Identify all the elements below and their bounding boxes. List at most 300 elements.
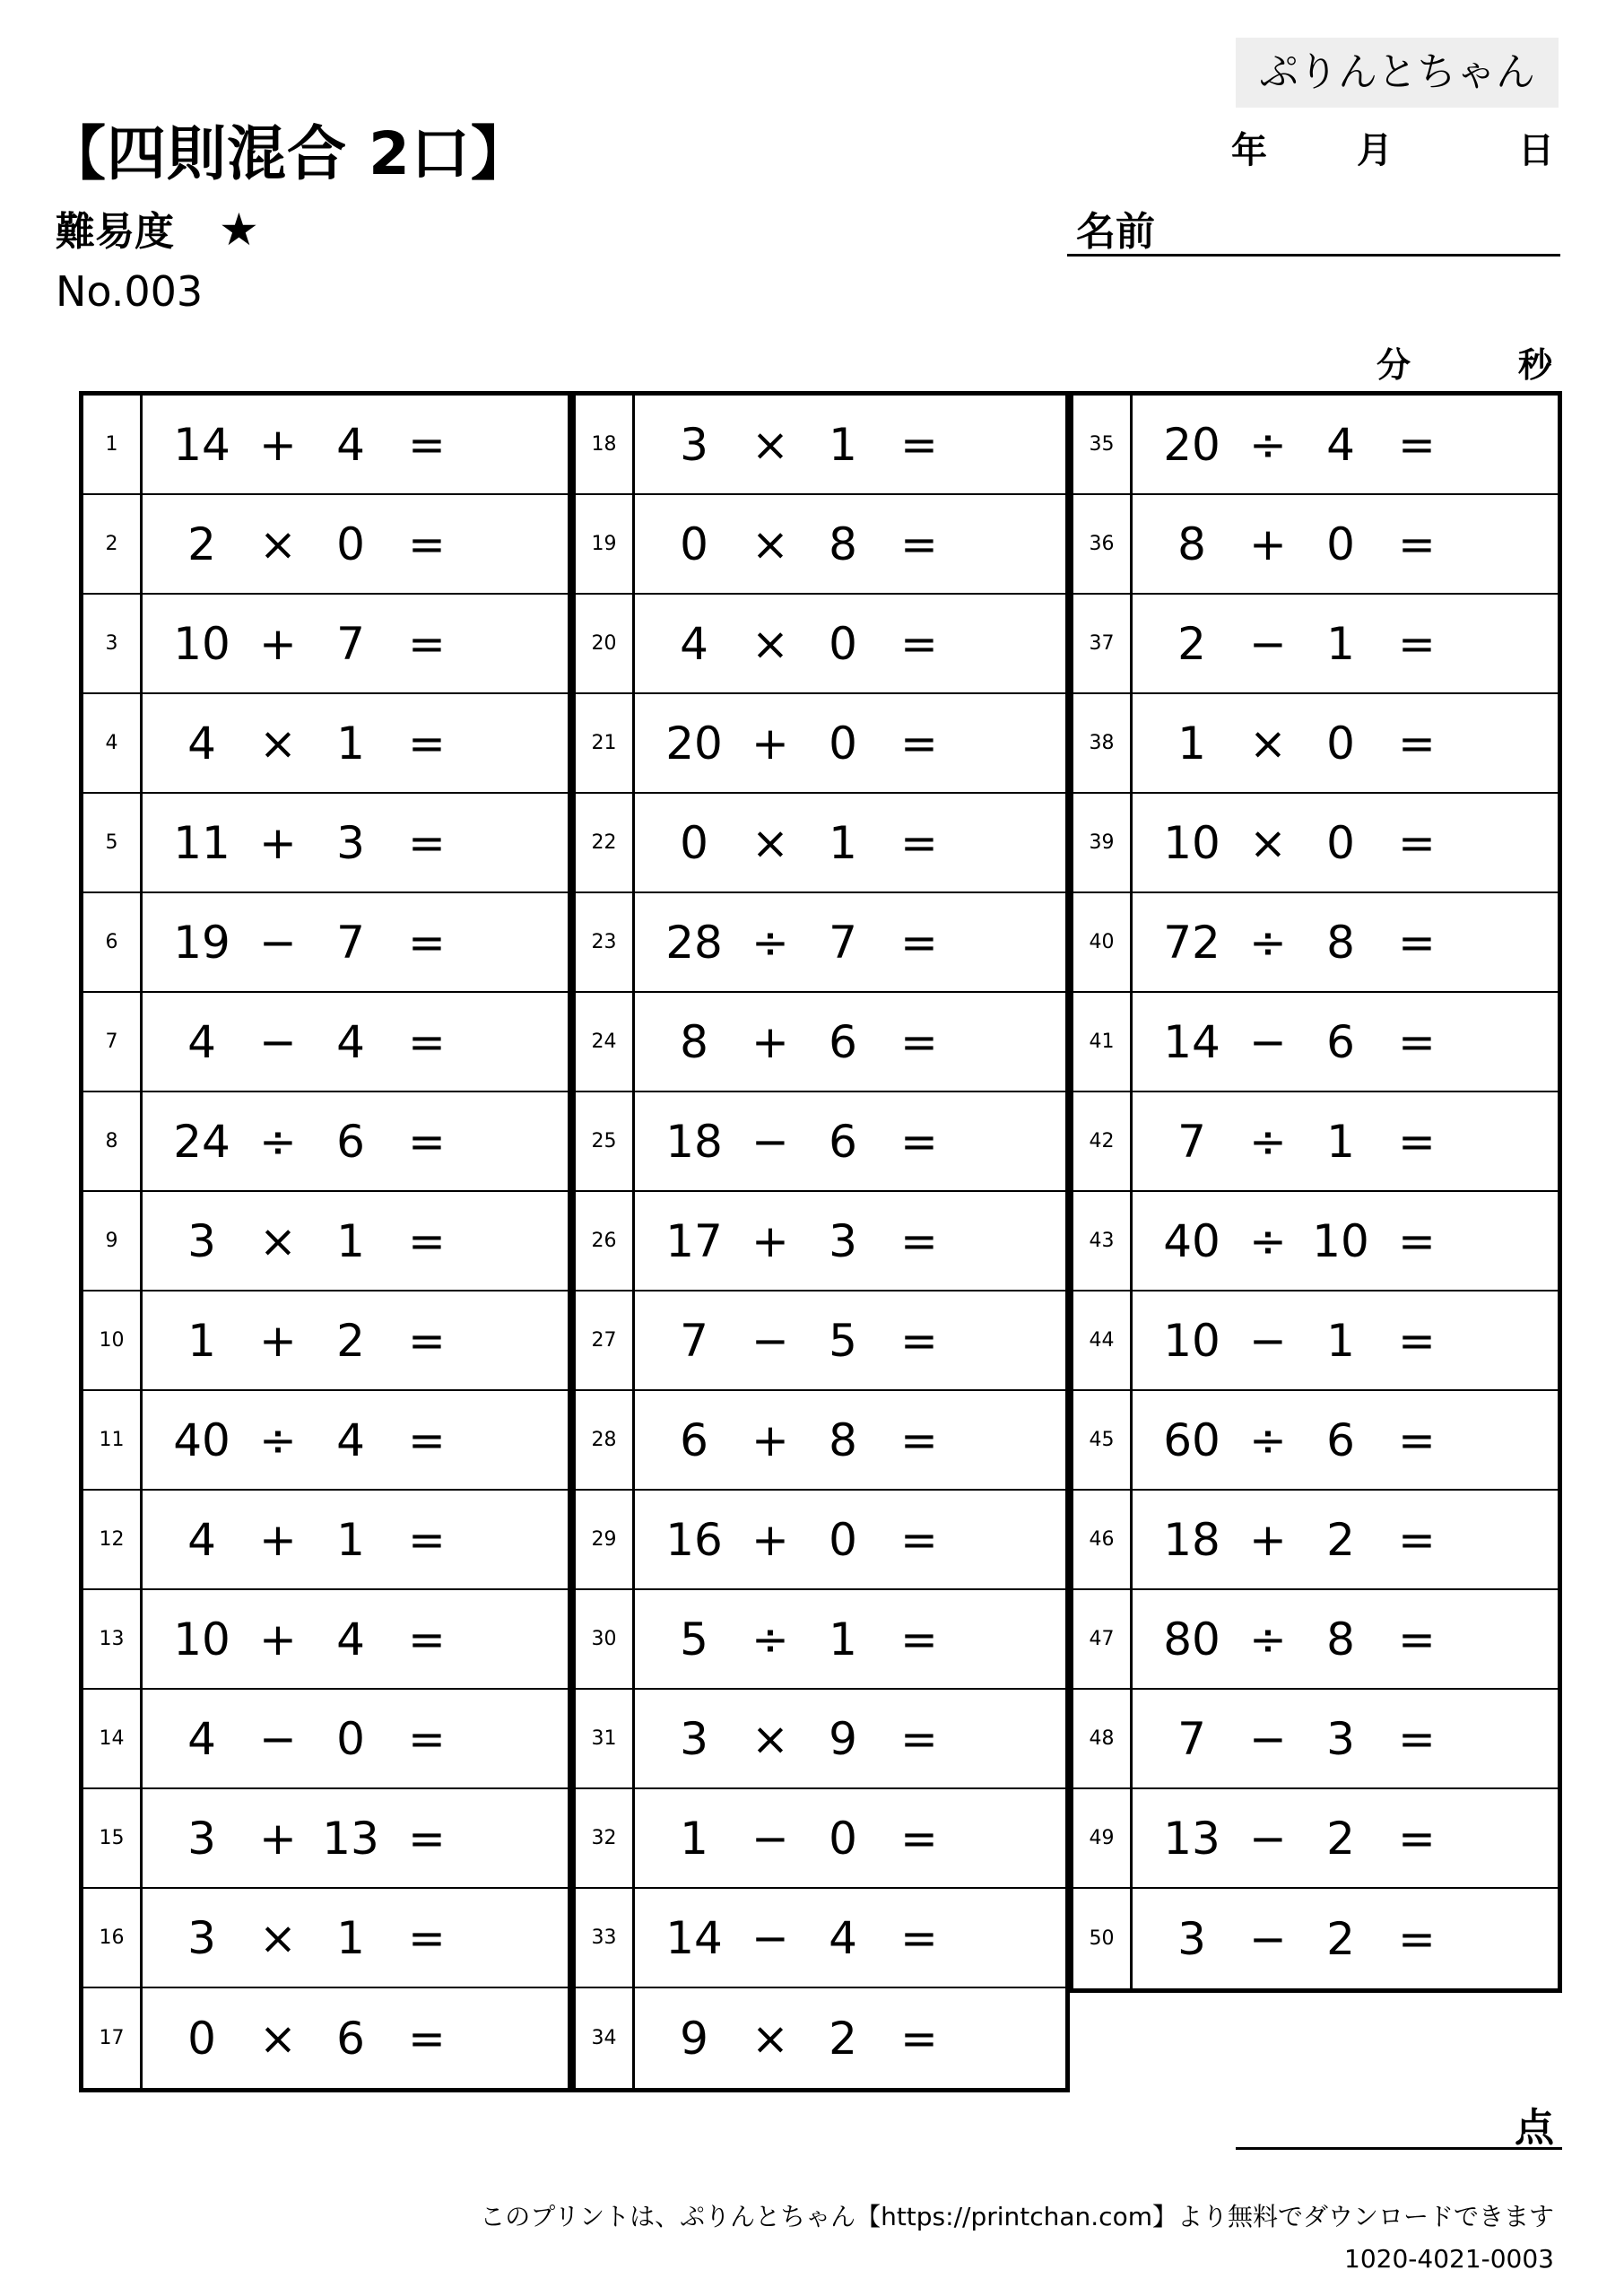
- operand-a: 6: [680, 1413, 708, 1466]
- operand-a: 18: [665, 1115, 723, 1168]
- equals-sign: =: [408, 717, 446, 770]
- problem-expression[interactable]: [1133, 595, 1558, 692]
- equals-sign: =: [1398, 1015, 1436, 1068]
- equals-sign: =: [900, 1015, 938, 1068]
- problem-row: [1073, 1590, 1558, 1690]
- problem-row: [1073, 1491, 1558, 1590]
- equals-sign: =: [900, 1513, 938, 1566]
- operator: ×: [751, 418, 789, 471]
- operand-a: 0: [680, 517, 708, 570]
- problem-row: [83, 993, 568, 1092]
- operator: −: [1249, 1812, 1287, 1865]
- problem-expression[interactable]: [143, 893, 568, 991]
- operator: +: [751, 717, 789, 770]
- problem-expression[interactable]: [143, 1292, 568, 1389]
- problem-expression[interactable]: [143, 1690, 568, 1787]
- operand-b: 6: [829, 1115, 857, 1168]
- brand-label: ぷりんとちゃん: [1236, 38, 1559, 108]
- equals-sign: =: [900, 816, 938, 869]
- problem-row: [1073, 794, 1558, 893]
- equals-sign: =: [900, 2012, 938, 2065]
- operand-a: 28: [665, 916, 723, 969]
- operand-b: 6: [829, 1015, 857, 1068]
- problem-expression[interactable]: [143, 495, 568, 593]
- equals-sign: =: [408, 1413, 446, 1466]
- problem-number: 22: [576, 794, 635, 891]
- problem-row: [83, 1590, 568, 1690]
- operand-b: 1: [829, 1613, 857, 1665]
- operand-b: 8: [829, 1413, 857, 1466]
- problem-row: [83, 1789, 568, 1889]
- problem-expression[interactable]: [143, 1192, 568, 1290]
- problem-number: 4: [83, 694, 143, 792]
- problem-expression[interactable]: [1133, 495, 1558, 593]
- operand-a: 8: [1177, 517, 1206, 570]
- problem-expression[interactable]: [635, 1988, 1065, 2088]
- operand-b: 1: [336, 717, 365, 770]
- operator: ×: [751, 2012, 789, 2065]
- operand-b: 3: [1326, 1712, 1355, 1765]
- problem-expression[interactable]: [1133, 396, 1558, 493]
- problem-expression[interactable]: [1133, 993, 1558, 1091]
- problem-row: [1073, 1391, 1558, 1491]
- operand-b: 7: [829, 916, 857, 969]
- problem-row: [576, 1690, 1065, 1789]
- problem-expression[interactable]: [635, 1391, 1065, 1489]
- problem-number: 11: [83, 1391, 143, 1489]
- problem-expression[interactable]: [635, 893, 1065, 991]
- operator: −: [751, 1911, 789, 1964]
- problem-expression[interactable]: [143, 1789, 568, 1887]
- operator: +: [259, 418, 297, 471]
- operator: −: [1249, 1912, 1287, 1965]
- equals-sign: =: [900, 1214, 938, 1267]
- problem-expression[interactable]: [1133, 893, 1558, 991]
- problem-expression[interactable]: [143, 1491, 568, 1588]
- equals-sign: =: [1398, 1115, 1436, 1168]
- problem-row: [576, 1988, 1065, 2088]
- problem-number: 1: [83, 396, 143, 493]
- operand-a: 1: [680, 1812, 708, 1865]
- problem-row: [83, 1690, 568, 1789]
- equals-sign: =: [1398, 617, 1436, 670]
- problem-row: [576, 396, 1065, 495]
- equals-sign: =: [900, 1314, 938, 1367]
- operand-b: 8: [1326, 1613, 1355, 1665]
- problem-expression[interactable]: [635, 1690, 1065, 1787]
- problem-row: [576, 1292, 1065, 1391]
- operator: +: [751, 1513, 789, 1566]
- equals-sign: =: [900, 717, 938, 770]
- date-year-label: 年: [1231, 130, 1267, 171]
- operand-b: 1: [1326, 1115, 1355, 1168]
- problem-expression[interactable]: [1133, 1292, 1558, 1389]
- problem-number: 28: [576, 1391, 635, 1489]
- operand-a: 72: [1163, 916, 1220, 969]
- operand-a: 7: [1177, 1712, 1206, 1765]
- problem-expression[interactable]: [143, 1889, 568, 1987]
- problem-number: 41: [1073, 993, 1133, 1091]
- equals-sign: =: [408, 617, 446, 670]
- problem-number: 19: [576, 495, 635, 593]
- operand-a: 14: [665, 1911, 723, 1964]
- operand-b: 2: [829, 2012, 857, 2065]
- name-label: 名前: [1076, 209, 1155, 255]
- problem-number: 26: [576, 1192, 635, 1290]
- problem-number: 25: [576, 1092, 635, 1190]
- problem-row: [576, 694, 1065, 794]
- problem-row: [83, 1292, 568, 1391]
- problem-row: [576, 993, 1065, 1092]
- operator: +: [751, 1214, 789, 1267]
- date-month-label: 月: [1357, 130, 1393, 171]
- operand-b: 2: [1326, 1912, 1355, 1965]
- operator: +: [259, 1513, 297, 1566]
- operand-b: 8: [1326, 916, 1355, 969]
- problem-number: 9: [83, 1192, 143, 1290]
- problem-number: 31: [576, 1690, 635, 1787]
- operand-a: 40: [1163, 1214, 1220, 1267]
- problem-expression[interactable]: [143, 1988, 568, 2088]
- problem-row: [83, 1192, 568, 1292]
- operator: ×: [751, 617, 789, 670]
- problem-number: 14: [83, 1690, 143, 1787]
- problem-expression[interactable]: [1133, 1092, 1558, 1190]
- score-field-line[interactable]: [1236, 2147, 1562, 2150]
- problem-number: 33: [576, 1889, 635, 1987]
- problem-expression[interactable]: [143, 694, 568, 792]
- problem-row: [576, 1491, 1065, 1590]
- problem-expression[interactable]: [635, 794, 1065, 891]
- problem-column-2: [571, 391, 1070, 2092]
- problem-number: 37: [1073, 595, 1133, 692]
- problem-row: [1073, 396, 1558, 495]
- problem-number: 16: [83, 1889, 143, 1987]
- operand-b: 4: [336, 1413, 365, 1466]
- operator: −: [751, 1314, 789, 1367]
- problem-expression[interactable]: [635, 694, 1065, 792]
- operator: −: [1249, 617, 1287, 670]
- operand-b: 4: [336, 1613, 365, 1665]
- operand-a: 3: [187, 1812, 216, 1865]
- equals-sign: =: [408, 1911, 446, 1964]
- problem-number: 29: [576, 1491, 635, 1588]
- operand-b: 9: [829, 1712, 857, 1765]
- operator: −: [1249, 1015, 1287, 1068]
- operator: ÷: [751, 916, 789, 969]
- operand-a: 4: [187, 1513, 216, 1566]
- date-field: [1186, 122, 1554, 173]
- operator: +: [259, 816, 297, 869]
- operator: −: [259, 1712, 297, 1765]
- problem-number: 13: [83, 1590, 143, 1688]
- problem-expression[interactable]: [635, 1292, 1065, 1389]
- problem-row: [83, 1092, 568, 1192]
- problem-expression[interactable]: [143, 1092, 568, 1190]
- operand-b: 0: [336, 517, 365, 570]
- problem-number: 8: [83, 1092, 143, 1190]
- operator: ÷: [1249, 418, 1287, 471]
- problem-row: [1073, 1690, 1558, 1789]
- problem-row: [83, 694, 568, 794]
- operand-b: 1: [829, 418, 857, 471]
- operand-b: 0: [829, 617, 857, 670]
- operator: +: [1249, 517, 1287, 570]
- operator: +: [259, 617, 297, 670]
- problem-expression[interactable]: [1133, 794, 1558, 891]
- date-day-label: 日: [1518, 130, 1554, 171]
- operator: ×: [259, 1214, 297, 1267]
- equals-sign: =: [408, 2012, 446, 2065]
- operand-a: 9: [680, 2012, 708, 2065]
- operator: ×: [1249, 816, 1287, 869]
- problem-row: [576, 1391, 1065, 1491]
- operand-b: 0: [1326, 517, 1355, 570]
- problem-expression[interactable]: [635, 495, 1065, 593]
- problem-row: [1073, 694, 1558, 794]
- operand-a: 3: [187, 1911, 216, 1964]
- equals-sign: =: [408, 1214, 446, 1267]
- problem-expression[interactable]: [143, 794, 568, 891]
- problem-expression[interactable]: [635, 1092, 1065, 1190]
- problem-row: [1073, 1889, 1558, 1988]
- problem-number: 48: [1073, 1690, 1133, 1787]
- operand-b: 4: [336, 418, 365, 471]
- operator: +: [1249, 1513, 1287, 1566]
- problem-number: 2: [83, 495, 143, 593]
- problem-expression[interactable]: [143, 396, 568, 493]
- problem-column-3: [1069, 391, 1562, 1993]
- operator: +: [751, 1015, 789, 1068]
- operator: ×: [259, 1911, 297, 1964]
- operator: ×: [751, 1712, 789, 1765]
- operator: −: [1249, 1712, 1287, 1765]
- operand-a: 1: [1177, 717, 1206, 770]
- operator: ×: [259, 2012, 297, 2065]
- operator: ×: [259, 717, 297, 770]
- problem-number: 39: [1073, 794, 1133, 891]
- problem-expression[interactable]: [143, 993, 568, 1091]
- operand-b: 6: [1326, 1413, 1355, 1466]
- problem-row: [83, 1491, 568, 1590]
- problem-number: 40: [1073, 893, 1133, 991]
- equals-sign: =: [900, 1413, 938, 1466]
- problem-expression[interactable]: [635, 396, 1065, 493]
- equals-sign: =: [1398, 418, 1436, 471]
- equals-sign: =: [1398, 517, 1436, 570]
- problem-row: [1073, 1292, 1558, 1391]
- problem-number: 42: [1073, 1092, 1133, 1190]
- operand-a: 14: [1163, 1015, 1220, 1068]
- problem-expression[interactable]: [1133, 1491, 1558, 1588]
- operand-b: 1: [336, 1911, 365, 1964]
- operand-b: 5: [829, 1314, 857, 1367]
- operator: +: [751, 1413, 789, 1466]
- equals-sign: =: [408, 916, 446, 969]
- operator: ÷: [1249, 916, 1287, 969]
- operand-a: 4: [187, 1712, 216, 1765]
- name-field-line[interactable]: [1067, 254, 1560, 257]
- problem-number: 32: [576, 1789, 635, 1887]
- problem-row: [576, 1789, 1065, 1889]
- operand-b: 0: [829, 1812, 857, 1865]
- operator: ×: [751, 517, 789, 570]
- equals-sign: =: [900, 517, 938, 570]
- operand-b: 0: [336, 1712, 365, 1765]
- problem-row: [1073, 1192, 1558, 1292]
- problem-expression[interactable]: [143, 595, 568, 692]
- operand-b: 3: [829, 1214, 857, 1267]
- problem-row: [576, 1092, 1065, 1192]
- operator: ÷: [1249, 1214, 1287, 1267]
- equals-sign: =: [408, 517, 446, 570]
- equals-sign: =: [1398, 916, 1436, 969]
- operator: ÷: [1249, 1613, 1287, 1665]
- credit-text: このプリントは、ぷりんとちゃん【https://printchan.com】より無料でダウンロードできます: [480, 2202, 1554, 2231]
- problem-row: [1073, 1092, 1558, 1192]
- operand-b: 1: [336, 1214, 365, 1267]
- problem-number: 35: [1073, 396, 1133, 493]
- operand-a: 10: [173, 1613, 230, 1665]
- problem-expression[interactable]: [1133, 694, 1558, 792]
- worksheet-code: 1020-4021-0003: [1344, 2244, 1554, 2274]
- operand-a: 40: [173, 1413, 230, 1466]
- operator: −: [259, 916, 297, 969]
- operator: ×: [1249, 717, 1287, 770]
- equals-sign: =: [408, 816, 446, 869]
- operand-a: 60: [1163, 1413, 1220, 1466]
- problem-expression[interactable]: [635, 1192, 1065, 1290]
- operator: +: [259, 1812, 297, 1865]
- operand-b: 1: [1326, 1314, 1355, 1367]
- problem-row: [83, 893, 568, 993]
- problem-number: 30: [576, 1590, 635, 1688]
- star-icon: ★: [219, 204, 259, 256]
- operand-b: 1: [829, 816, 857, 869]
- equals-sign: =: [408, 1812, 446, 1865]
- problem-number: 45: [1073, 1391, 1133, 1489]
- problem-expression[interactable]: [635, 993, 1065, 1091]
- problem-column-1: [79, 391, 572, 2092]
- problem-row: [83, 495, 568, 595]
- problem-number: 17: [83, 1988, 143, 2088]
- operand-b: 0: [829, 717, 857, 770]
- operator: ×: [751, 816, 789, 869]
- operand-a: 11: [173, 816, 230, 869]
- operand-b: 4: [336, 1015, 365, 1068]
- equals-sign: =: [408, 1115, 446, 1168]
- equals-sign: =: [408, 418, 446, 471]
- difficulty: [56, 199, 259, 257]
- time-field: [1376, 337, 1552, 387]
- equals-sign: =: [1398, 816, 1436, 869]
- problem-expression[interactable]: [1133, 1192, 1558, 1290]
- operator: −: [751, 1812, 789, 1865]
- problem-number: 50: [1073, 1889, 1133, 1988]
- operand-b: 2: [1326, 1812, 1355, 1865]
- operand-a: 3: [187, 1214, 216, 1267]
- operand-a: 2: [1177, 617, 1206, 670]
- operand-a: 4: [187, 1015, 216, 1068]
- operand-a: 17: [665, 1214, 723, 1267]
- problem-number: 49: [1073, 1789, 1133, 1887]
- equals-sign: =: [408, 1513, 446, 1566]
- equals-sign: =: [1398, 1214, 1436, 1267]
- problem-expression[interactable]: [635, 1889, 1065, 1987]
- problem-expression[interactable]: [143, 1391, 568, 1489]
- operand-b: 6: [336, 1115, 365, 1168]
- operand-a: 24: [173, 1115, 230, 1168]
- problem-number: 3: [83, 595, 143, 692]
- problem-number: 7: [83, 993, 143, 1091]
- operand-a: 0: [680, 816, 708, 869]
- problem-expression[interactable]: [1133, 1391, 1558, 1489]
- operand-a: 18: [1163, 1513, 1220, 1566]
- operator: +: [259, 1314, 297, 1367]
- problem-number: 43: [1073, 1192, 1133, 1290]
- operand-b: 8: [829, 517, 857, 570]
- operand-a: 10: [1163, 816, 1220, 869]
- operator: −: [1249, 1314, 1287, 1367]
- problem-number: 44: [1073, 1292, 1133, 1389]
- equals-sign: =: [1398, 1413, 1436, 1466]
- equals-sign: =: [1398, 1912, 1436, 1965]
- problem-expression[interactable]: [635, 1491, 1065, 1588]
- problem-expression[interactable]: [635, 1789, 1065, 1887]
- operand-a: 2: [187, 517, 216, 570]
- problem-row: [576, 1889, 1065, 1988]
- problem-expression[interactable]: [1133, 1590, 1558, 1688]
- problem-number: 36: [1073, 495, 1133, 593]
- operand-b: 2: [1326, 1513, 1355, 1566]
- equals-sign: =: [408, 1314, 446, 1367]
- problem-number: 46: [1073, 1491, 1133, 1588]
- equals-sign: =: [1398, 1613, 1436, 1665]
- problem-row: [83, 794, 568, 893]
- problem-expression[interactable]: [1133, 1789, 1558, 1887]
- problem-number: 34: [576, 1988, 635, 2088]
- problem-row: [576, 893, 1065, 993]
- problem-expression[interactable]: [635, 595, 1065, 692]
- equals-sign: =: [900, 418, 938, 471]
- problem-expression[interactable]: [1133, 1690, 1558, 1787]
- equals-sign: =: [408, 1015, 446, 1068]
- equals-sign: =: [408, 1613, 446, 1665]
- operand-a: 16: [665, 1513, 723, 1566]
- problem-number: 20: [576, 595, 635, 692]
- problem-number: 38: [1073, 694, 1133, 792]
- problem-expression[interactable]: [143, 1590, 568, 1688]
- operand-b: 1: [1326, 617, 1355, 670]
- problem-expression[interactable]: [1133, 1889, 1558, 1988]
- equals-sign: =: [1398, 1513, 1436, 1566]
- operand-a: 4: [680, 617, 708, 670]
- operator: ÷: [1249, 1115, 1287, 1168]
- problem-number: 5: [83, 794, 143, 891]
- operator: −: [751, 1115, 789, 1168]
- equals-sign: =: [900, 916, 938, 969]
- problem-row: [1073, 495, 1558, 595]
- operand-b: 6: [1326, 1015, 1355, 1068]
- problem-row: [576, 1590, 1065, 1690]
- operand-b: 0: [829, 1513, 857, 1566]
- problem-row: [83, 396, 568, 495]
- problem-number: 47: [1073, 1590, 1133, 1688]
- operand-a: 3: [1177, 1912, 1206, 1965]
- equals-sign: =: [900, 1812, 938, 1865]
- problem-expression[interactable]: [635, 1590, 1065, 1688]
- operand-b: 13: [322, 1812, 379, 1865]
